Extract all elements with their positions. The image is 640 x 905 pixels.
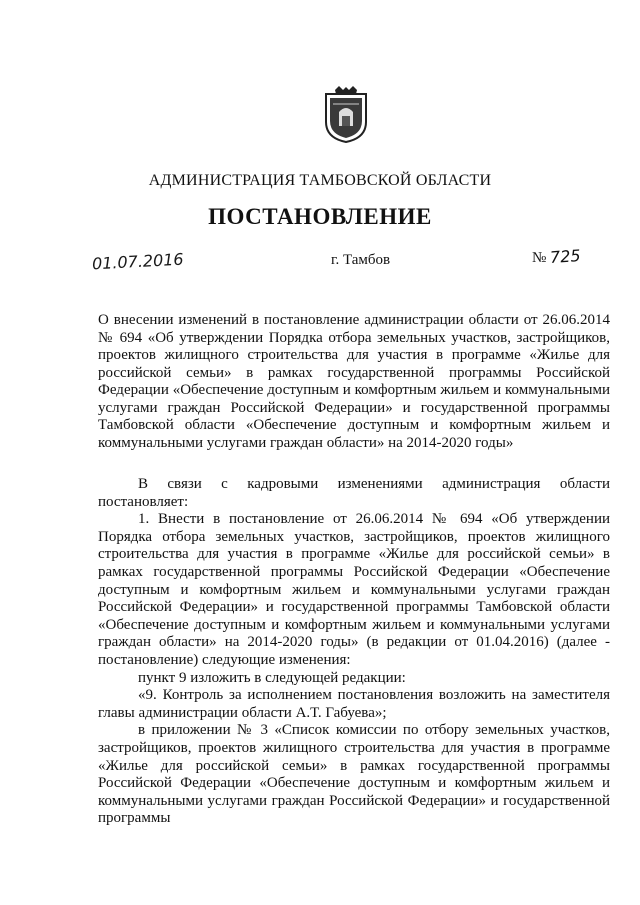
organization-title: АДМИНИСТРАЦИЯ ТАМБОВСКОЙ ОБЛАСТИ	[148, 172, 492, 189]
document-type-heading: ПОСТАНОВЛЕНИЕ	[208, 204, 432, 229]
document-number-label: №	[532, 250, 547, 266]
paragraph-appendix-3: в приложении № 3 «Список комиссии по отбору земельных участков, застройщиков, проектов жилищного строительства для участия в программе «Жилье для российской семьи» в рамках государственной программы Российской Федерации «Обеспечение доступным и комфортным жильем и коммунальными услугами граждан Российской Федерации» и государственной программы	[98, 722, 610, 827]
document-number: 725	[549, 245, 582, 268]
document-body	[98, 476, 610, 828]
coat-of-arms-emblem	[323, 86, 369, 144]
paragraph-point-9-intro: пункт 9 изложить в следующей редакции:	[138, 669, 406, 686]
document-date: 01.07.2016	[91, 249, 185, 274]
paragraph-preamble: В связи с кадровыми изменениями администрация области постановляет:	[98, 476, 610, 510]
document-city: г. Тамбов	[331, 252, 391, 268]
document-subject: О внесении изменений в постановление администрации области от 26.06.2014 № 694 «Об утверждении Порядка отбора земельных участков, застройщиков, проектов жилищного строительства для участия в программе «Жилье для российской семьи» в рамках государственной программы Российской Федерации «Обеспечение доступным и комфортным жильем и коммунальными услугами граждан Российской Федерации» и государственной программы Тамбовской области «Обеспечение доступным и комфортным жильем и коммунальными услугами граждан области» на 2014-2020 годы»	[98, 312, 610, 451]
paragraph-item-1: 1. Внести в постановление от 26.06.2014 № 694 «Об утверждении Порядка отбора земельных участков, застройщиков, проектов жилищного строительства для участия в программе «Жилье для российской семьи» в рамках государственной программы Российской Федерации «Обеспечение доступным и комфортным жильем и коммунальными услугами граждан Российской Федерации» и государственной программы Тамбовской области «Обеспечение доступным и комфортным жильем и коммунальными услугами граждан области» на 2014-2020 годы» (в редакции от 01.04.2016) (далее - постановление) следующие изменения:	[98, 511, 610, 668]
paragraph-point-9-text: «9. Контроль за исполнением постановления возложить на заместителя главы администрации области А.Т. Габуева»;	[98, 687, 610, 721]
